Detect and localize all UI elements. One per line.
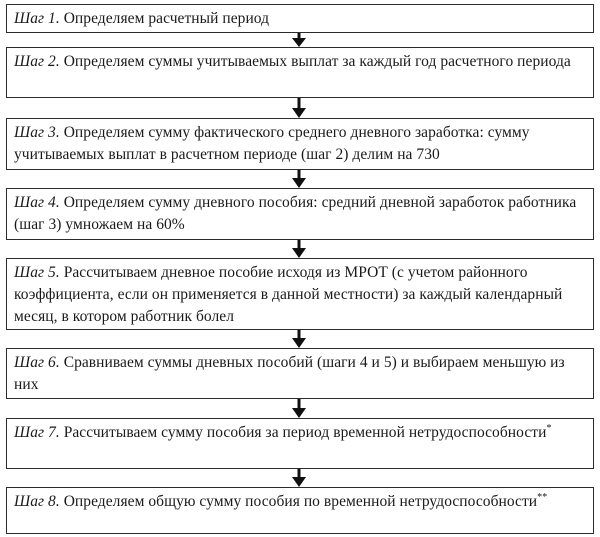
step-text: Рассчитываем сумму пособия за период временной нетрудоспособности [59, 424, 547, 441]
step-label: Шаг 3. [14, 124, 60, 141]
step-label: Шаг 1. [14, 10, 60, 27]
step-label: Шаг 6. [14, 354, 60, 371]
step-text: Рассчитываем дневное пособие исходя из МРОТ (с учетом районного коэффициента, если он применяется в данной местности) за каждый календарный месяц, в котором работник болел [14, 264, 563, 325]
step-footnote-mark: ** [537, 491, 548, 503]
step-box-1 [6, 4, 594, 33]
step-text: Определяем общую сумму пособия по временной нетрудоспособности [59, 493, 538, 510]
step-text: Сравниваем суммы дневных пособий (шаги 4 и 5) и выбираем меньшую из них [14, 354, 565, 393]
step-text: Определяем сумму фактического среднего дневного заработка: сумму учитываемых выплат в расчетном периоде (шаг 2) делим на 730 [14, 124, 530, 163]
step-text: Определяем сумму дневного пособия: средний дневной заработок работника (шаг 3) умножаем на 60% [14, 194, 577, 233]
step-box-6 [6, 348, 594, 399]
step-box-3 [6, 118, 594, 170]
step-footnote-mark: * [546, 422, 552, 434]
step-text: Определяем расчетный период [59, 10, 270, 27]
step-box-8 [6, 487, 594, 534]
step-box-2 [6, 47, 594, 98]
step-box-7 [6, 418, 594, 469]
step-label: Шаг 7. [14, 424, 60, 441]
step-label: Шаг 8. [14, 493, 60, 510]
step-box-5 [6, 258, 594, 330]
step-label: Шаг 5. [14, 264, 60, 281]
step-label: Шаг 4. [14, 194, 60, 211]
step-label: Шаг 2. [14, 53, 60, 70]
step-text: Определяем суммы учитываемых выплат за каждый год расчетного периода [59, 53, 571, 70]
step-box-4 [6, 188, 594, 240]
